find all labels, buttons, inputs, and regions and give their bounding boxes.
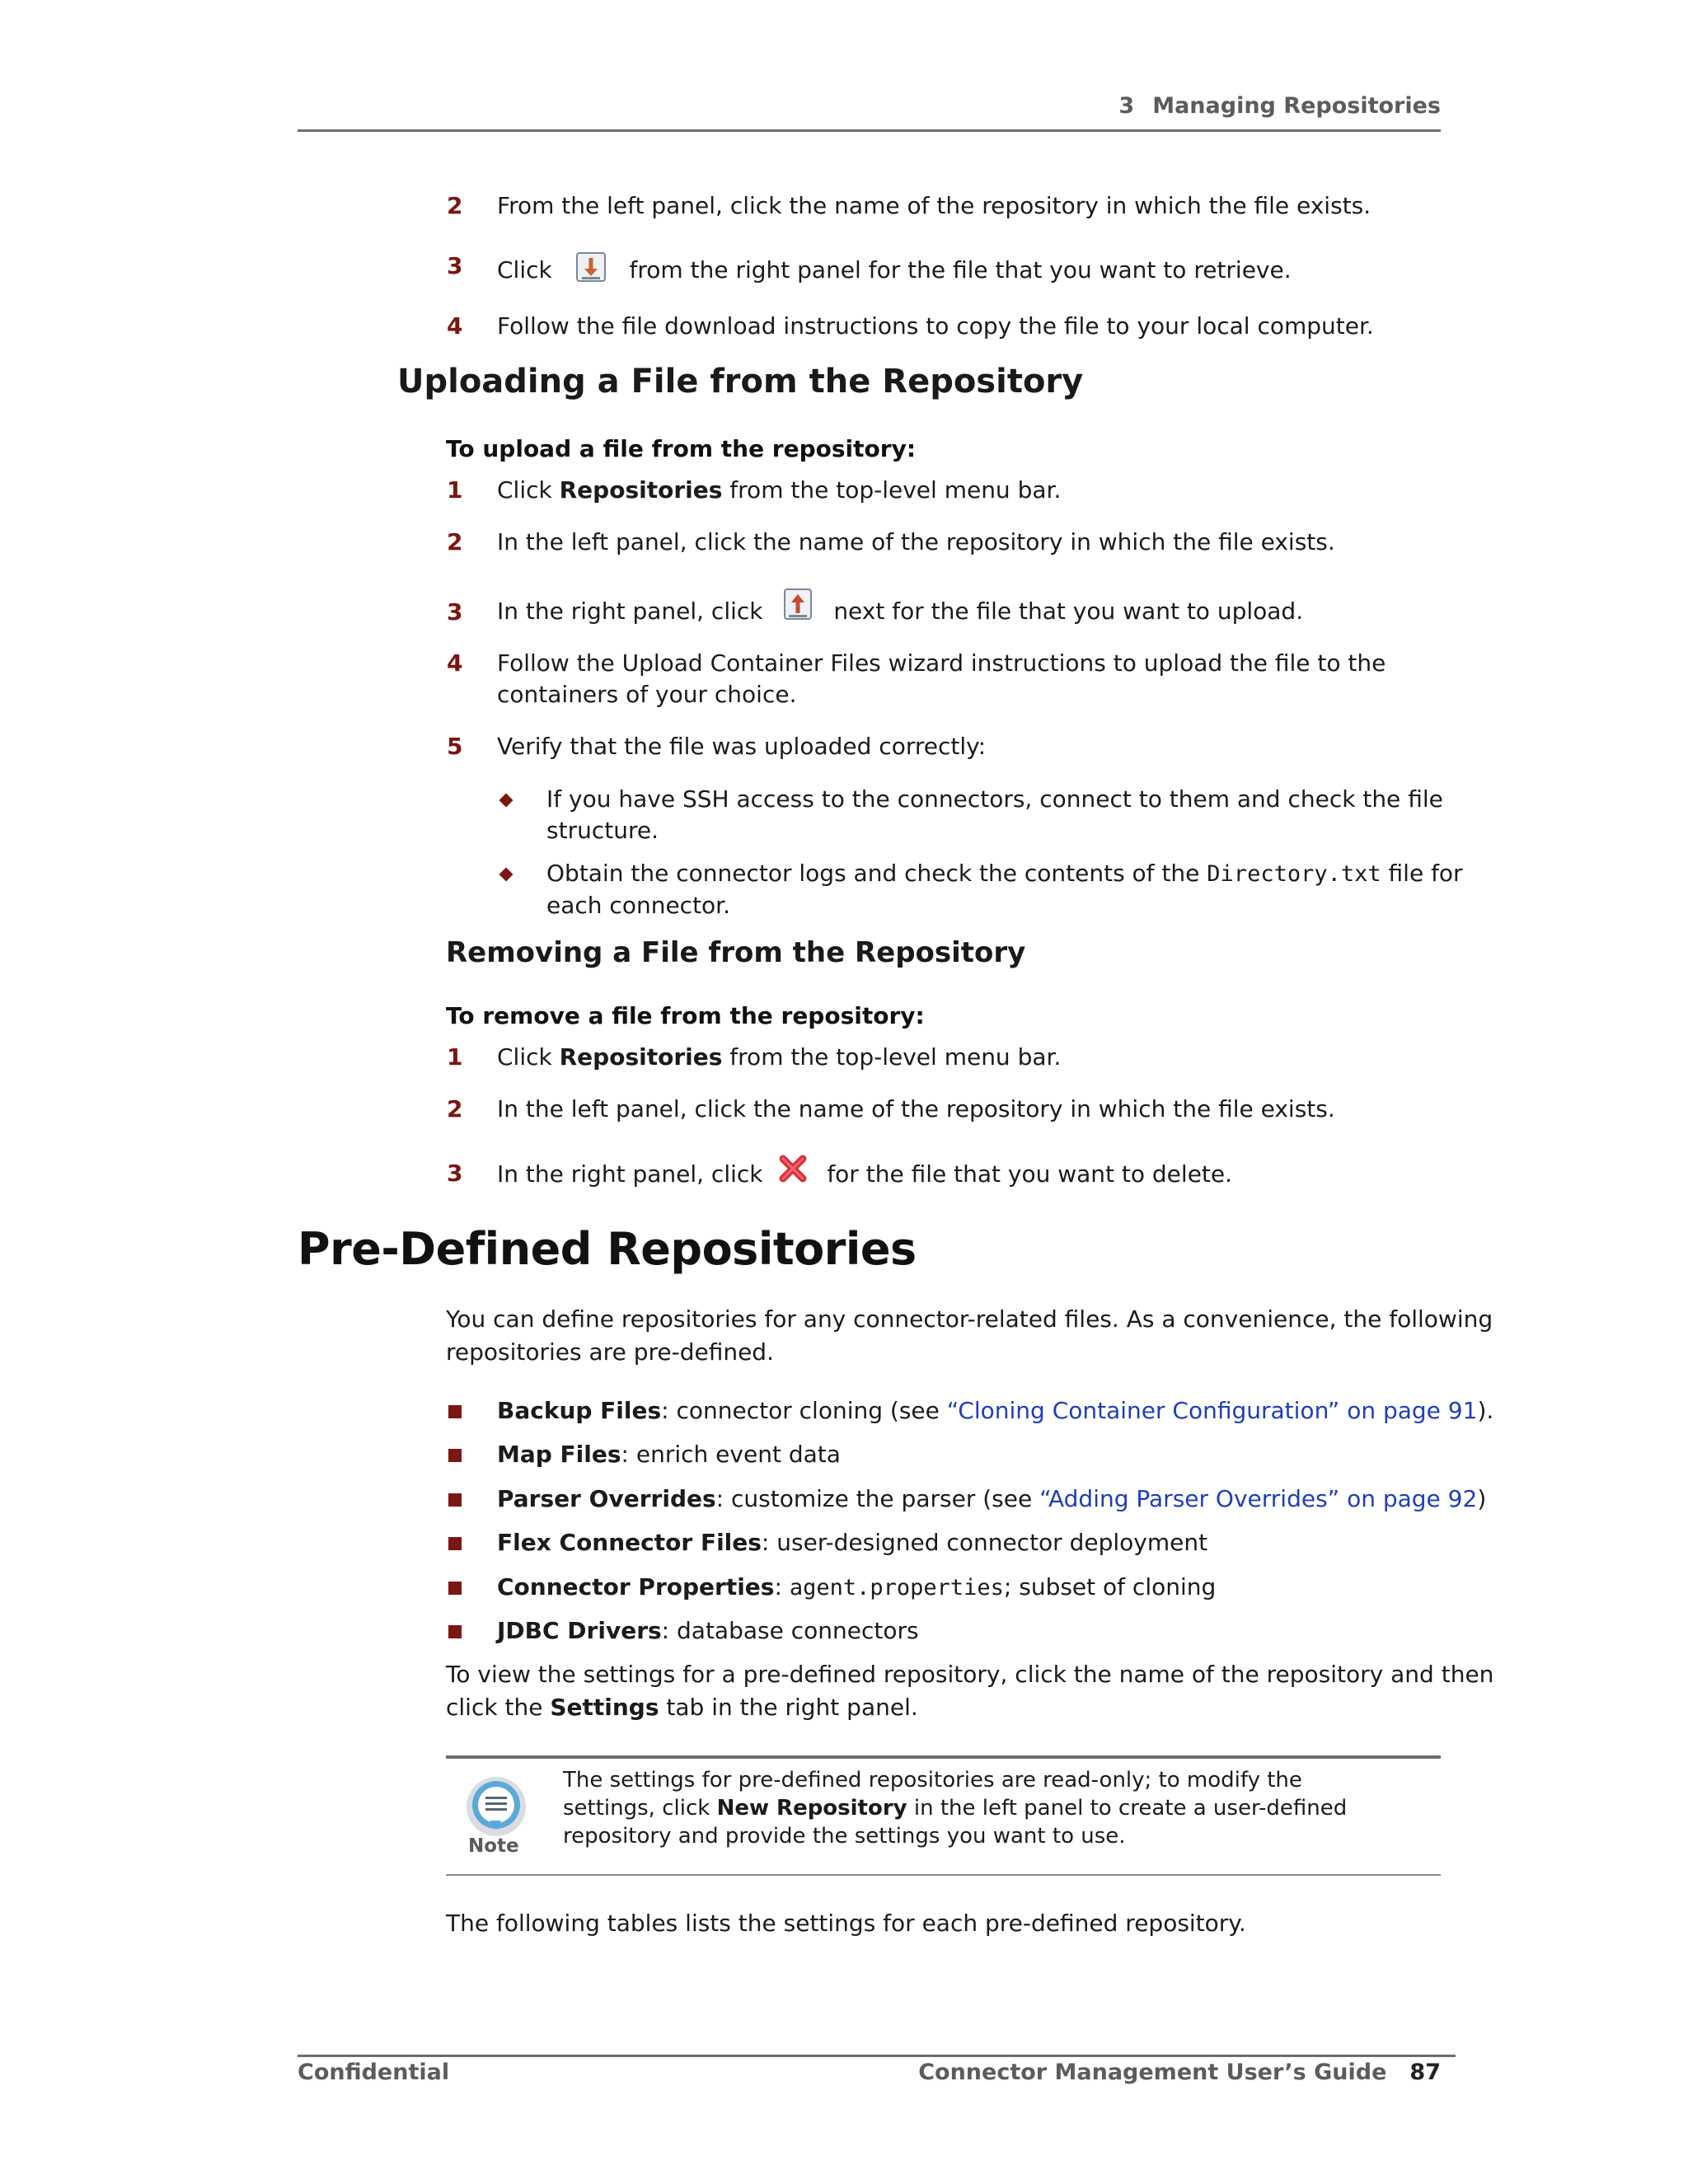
section-heading-upload: Uploading a File from the Repository: [397, 363, 1084, 401]
step-number: 2: [447, 192, 463, 219]
note-bottom-rule: [446, 1874, 1441, 1876]
step-text: In the right panel, click next for the file that you want to upload.: [497, 587, 1303, 638]
bullet-square: [448, 1537, 462, 1550]
upload-icon[interactable]: [781, 587, 814, 630]
step-text: In the right panel, click for the file that you want to delete.: [497, 1154, 1232, 1197]
step-text: In the left panel, click the name of the repository in which the file exists.: [497, 528, 1335, 555]
step-text: Click from the right panel for the file that you want to retrieve.: [497, 251, 1292, 292]
bullet-square: [448, 1493, 462, 1507]
step-text: From the left panel, click the name of the repository in which the file exists.: [497, 192, 1372, 219]
footer-guide-title: Connector Management User’s Guide 87: [918, 2060, 1441, 2085]
section-heading-remove: Removing a File from the Repository: [446, 936, 1026, 969]
bullet-diamond: [499, 794, 513, 808]
step-text: In the left panel, click the name of the repository in which the file exists.: [497, 1095, 1335, 1122]
step-text: Verify that the file was uploaded correctly:: [497, 733, 987, 760]
list-item: JDBC Drivers: database connectors: [497, 1617, 919, 1644]
closing-paragraph: The following tables lists the settings for each pre-defined repository.: [446, 1910, 1246, 1937]
link-adding-parser-overrides[interactable]: “Adding Parser Overrides” on page 92: [1039, 1485, 1478, 1512]
list-item: Map Files: enrich event data: [497, 1441, 841, 1468]
note-top-rule: [446, 1755, 1441, 1759]
step-number: 4: [447, 312, 463, 340]
step-number: 3: [447, 598, 463, 626]
step-number: 3: [447, 1160, 463, 1187]
footer-confidential: Confidential: [298, 2060, 450, 2085]
page-number: 87: [1409, 2060, 1441, 2085]
step-text: Click Repositories from the top-level menu bar.: [497, 476, 1062, 504]
download-icon[interactable]: [574, 251, 607, 292]
step-text: Click Repositories from the top-level menu bar.: [497, 1043, 1062, 1071]
bullet-square: [448, 1582, 462, 1595]
list-item: Connector Properties: agent.properties; subset of cloning: [497, 1573, 1217, 1601]
procedure-title: To remove a file from the repository:: [446, 1002, 925, 1029]
step-number: 1: [447, 1043, 463, 1071]
running-header: [1118, 93, 1441, 119]
step-number: 3: [447, 252, 463, 279]
list-item: Backup Files: connector cloning (see “Cloning Container Configuration” on page 91).: [497, 1397, 1494, 1424]
step-number: 1: [447, 476, 463, 504]
section-heading-predefined: Pre-Defined Repositories: [298, 1223, 917, 1275]
step-number: 2: [447, 528, 463, 555]
bullet-square: [448, 1625, 462, 1638]
step-text: Follow the file download instructions to copy the file to your local computer.: [497, 312, 1374, 340]
bullet-diamond: [499, 868, 513, 882]
code-agent-properties: agent.properties: [789, 1575, 1004, 1601]
view-settings-paragraph: To view the settings for a pre-defined repository, click the name of the repository and then click the Settings tab in the right panel.: [446, 1661, 1494, 1721]
code-directory-txt: Directory.txt: [1207, 861, 1381, 887]
procedure-title: To upload a file from the repository:: [446, 435, 917, 462]
header-rule: [298, 129, 1441, 132]
list-item: Flex Connector Files: user-designed connector deployment: [497, 1529, 1208, 1556]
step-number: 4: [447, 649, 463, 677]
step-number: 5: [447, 733, 463, 760]
chapter-title: Managing Repositories: [1152, 93, 1441, 119]
footer-rule: [298, 2055, 1456, 2057]
bullet-square: [448, 1449, 462, 1462]
list-item: Parser Overrides: customize the parser (see “Adding Parser Overrides” on page 92): [497, 1485, 1487, 1512]
note-label: Note: [468, 1835, 519, 1857]
bullet-text: Obtain the connector logs and check the contents of the Directory.txt file for each connector.: [546, 860, 1463, 919]
link-cloning-container-configuration[interactable]: “Cloning Container Configuration” on page 91: [946, 1397, 1478, 1424]
bullet-text: If you have SSH access to the connectors, connect to them and check the file structure.: [546, 785, 1443, 844]
intro-paragraph: You can define repositories for any connector-related files. As a convenience, the following repositories are pre-defined.: [446, 1305, 1493, 1366]
note-text: The settings for pre-defined repositories are read-only; to modify the settings, click New Repository in the left panel to create a user-defined repository and provide the settings you want to use.: [563, 1768, 1348, 1849]
step-text: Follow the Upload Container Files wizard instructions to upload the file to the containers of your choice.: [497, 649, 1386, 708]
bullet-square: [448, 1405, 462, 1418]
step-number: 2: [447, 1095, 463, 1122]
chapter-number: 3: [1118, 93, 1135, 119]
delete-icon[interactable]: [778, 1154, 808, 1192]
